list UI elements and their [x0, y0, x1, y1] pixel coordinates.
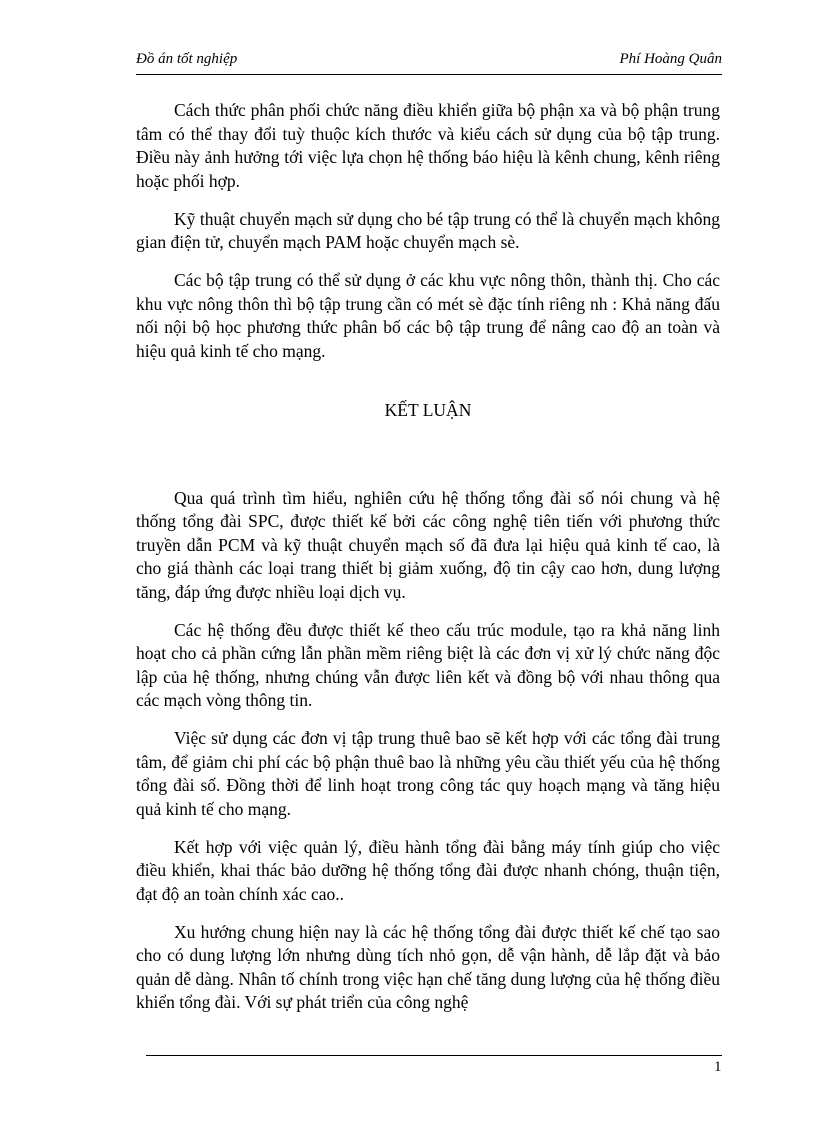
footer-divider: [146, 1055, 722, 1056]
paragraph: Cách thức phân phối chức năng điều khiển giữa bộ phận xa và bộ phận trung tâm có thể thay đổi tuỳ thuộc kích thước và kiểu cách sử dụng của bộ tập trung. Điều này ảnh hưởng tới việc lựa chọn hệ thống báo hiệu là kênh chung, kênh riêng hoặc phối hợp.: [136, 100, 720, 191]
page-header: [136, 50, 722, 68]
paragraph: Xu hướng chung hiện nay là các hệ thống tổng đài được thiết kế chế tạo sao cho có dung lượng lớn nhưng dùng tích nhỏ gọn, dễ vận hành, dễ lắp đặt và bảo quản dễ dàng. Nhân tố chính trong việc hạn chế tăng dung lượng của hệ thống điều khiển tổng đài. Với sự phát triển của công nghệ: [136, 921, 720, 1012]
section-heading: KẾT LUẬN: [384, 400, 472, 420]
paragraph: Kết hợp với việc quản lý, điều hành tổng đài bằng máy tính giúp cho việc điều khiển, khai thác bảo dưỡng hệ thống tổng đài được nhanh chóng, thuận tiện, đạt độ an toàn chính xác cao..: [136, 836, 720, 904]
paragraph: Qua quá trình tìm hiểu, nghiên cứu hệ thống tổng đài số nói chung và hệ thống tổng đài SPC, được thiết kế bởi các công nghệ tiên tiến với phương thức truyền dẫn PCM và kỹ thuật chuyển mạch số đã đưa lại hiệu quả kinh tế cao, là cho giá thành các loại trang thiết bị giảm xuống, độ tin cậy cao hơn, dung lượng tăng, đáp ứng được nhiều loại dịch vụ.: [136, 487, 720, 602]
paragraph: Các bộ tập trung có thể sử dụng ở các khu vực nông thôn, thành thị. Cho các khu vực nông thôn thì bộ tập trung cần có mét sè đặc tính riêng nh : Khả năng đấu nối nội bộ học phương thức phân bố các bộ tập trung để nâng cao độ an toàn và hiệu quả kinh tế cho mạng.: [136, 270, 720, 361]
page-number: 1: [714, 1059, 722, 1075]
paragraph: Kỹ thuật chuyển mạch sử dụng cho bé tập trung có thể là chuyển mạch không gian điện tử, chuyển mạch PAM hoặc chuyển mạch sè.: [136, 208, 720, 252]
paragraph: Việc sử dụng các đơn vị tập trung thuê bao sẽ kết hợp với các tổng đài trung tâm, để giảm chi phí các bộ phận thuê bao là những yêu cầu thiết yếu của hệ thống tổng đài số. Đồng thời để linh hoạt trong công tác quy hoạch mạng và tăng hiệu quả kinh tế cho mạng.: [136, 728, 720, 819]
paragraph: Các hệ thống đều được thiết kế theo cấu trúc module, tạo ra khả năng linh hoạt cho cả phần cứng lẫn phần mềm riêng biệt là các đơn vị xử lý chức năng độc lập của hệ thống, nhưng chúng vẫn được liên kết và đồng bộ với nhau thông qua các mạch vòng thông tin.: [136, 619, 720, 710]
header-document-title: Đồ án tốt nghiệp: [136, 51, 238, 67]
document-body: [136, 99, 720, 1029]
header-divider: [136, 74, 722, 75]
header-author-name: Phí Hoàng Quân: [619, 51, 722, 67]
